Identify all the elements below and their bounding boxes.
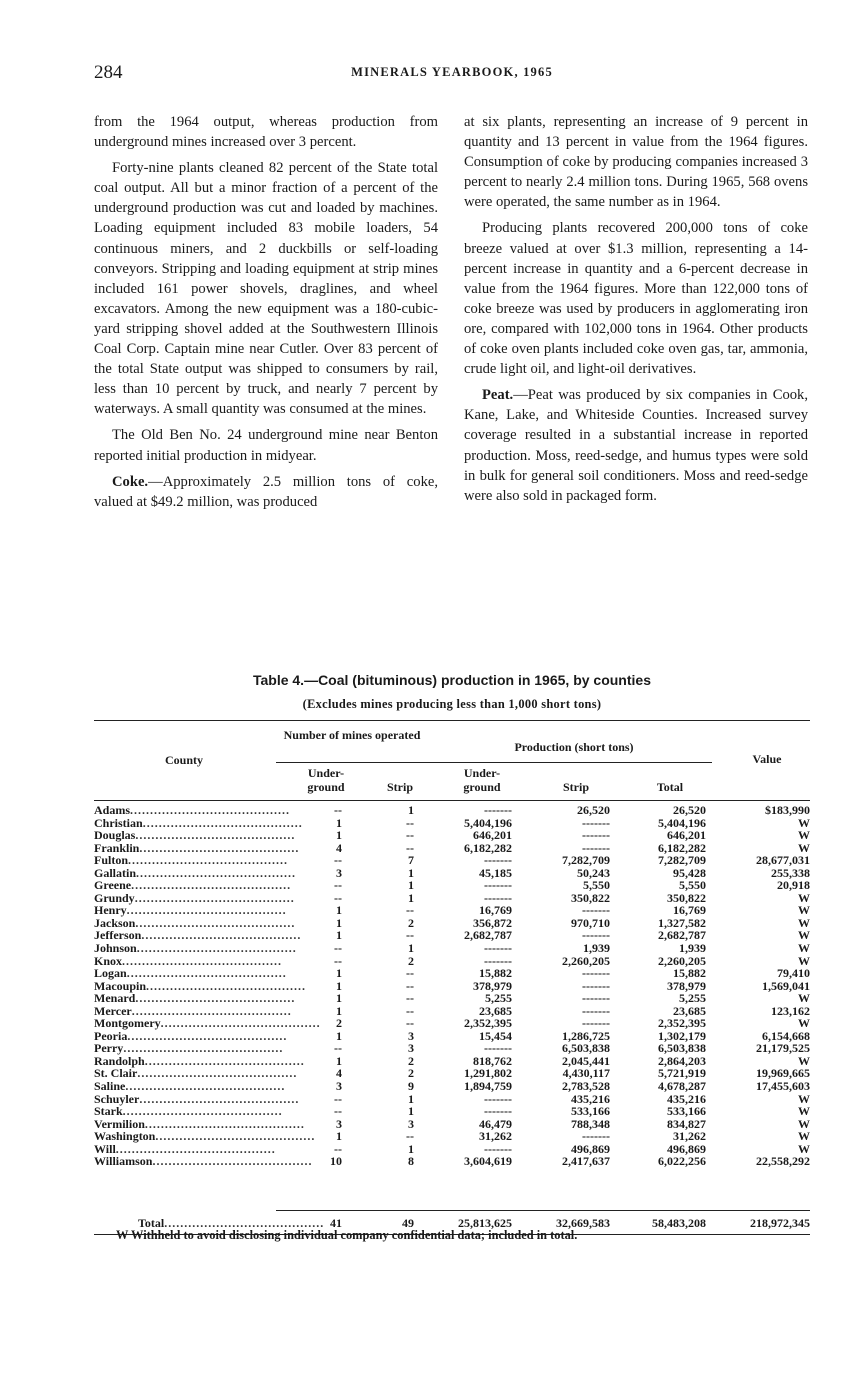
prod-underground-cell: ------- — [484, 1104, 512, 1119]
value-cell: W — [798, 1016, 810, 1031]
mines-strip-cell: 8 — [408, 1154, 414, 1169]
mines-underground-cell: 1 — [336, 815, 342, 830]
prod-total-cell: 1,939 — [679, 941, 706, 956]
prod-underground-cell: 5,255 — [485, 991, 512, 1006]
prod-underground-cell: ------- — [484, 1041, 512, 1056]
value-cell: W — [798, 1104, 810, 1119]
dot-leader: ........................................ — [128, 853, 289, 868]
prod-strip-cell: 6,503,838 — [562, 1041, 610, 1056]
table-body — [94, 804, 810, 1168]
prod-underground-cell: 16,769 — [479, 903, 512, 918]
dot-leader: ........................................ — [134, 890, 295, 905]
dot-leader: ........................................ — [136, 941, 297, 956]
dot-leader: ........................................ — [139, 840, 300, 855]
prod-strip-cell: ------- — [582, 1003, 610, 1018]
prod-underground-cell: ------- — [484, 1141, 512, 1156]
mines-strip-cell: -- — [406, 991, 414, 1006]
header-mines-group: Number of mines operated — [283, 728, 421, 742]
value-cell: 20,918 — [777, 878, 810, 893]
table-row — [94, 1155, 810, 1168]
mines-strip-cell: 2 — [408, 915, 414, 930]
total-prod-total: 58,483,208 — [652, 1216, 706, 1230]
dot-leader: ........................................ — [141, 928, 302, 943]
mines-strip-cell: 1 — [408, 1104, 414, 1119]
dot-leader: ........................................ — [122, 1104, 283, 1119]
county-name: Will — [94, 1141, 116, 1156]
value-cell: $183,990 — [765, 803, 810, 817]
prod-strip-cell: ------- — [582, 1016, 610, 1031]
county-name: Vermilion — [94, 1116, 145, 1131]
dot-leader: ........................................ — [125, 1079, 286, 1094]
prod-strip-cell: ------- — [582, 840, 610, 855]
total-mines-strip: 49 — [402, 1216, 414, 1230]
dot-leader: ........................................ — [144, 1053, 305, 1068]
county-name: Williamson — [94, 1154, 153, 1169]
mines-strip-cell: -- — [406, 903, 414, 918]
county-name: Peoria — [94, 1028, 128, 1043]
dot-leader: ........................................ — [115, 1141, 276, 1156]
county-name: Grundy — [94, 890, 135, 905]
right-column — [464, 112, 808, 512]
mines-strip-cell: -- — [406, 1016, 414, 1031]
prod-strip-cell: ------- — [582, 928, 610, 943]
mines-underground-cell: 1 — [336, 991, 342, 1006]
value-cell: W — [798, 840, 810, 855]
dot-leader: ........................................ — [146, 978, 307, 993]
value-cell: W — [798, 1116, 810, 1131]
mines-strip-cell: 9 — [408, 1079, 414, 1094]
mines-underground-cell: 1 — [336, 1129, 342, 1144]
prod-total-cell: 5,550 — [679, 878, 706, 893]
dot-leader: ........................................ — [136, 865, 297, 880]
mines-strip-cell: -- — [406, 1129, 414, 1144]
county-name: Knox — [94, 953, 123, 968]
mines-strip-cell: 2 — [408, 1066, 414, 1081]
value-cell: W — [798, 941, 810, 956]
prod-underground-cell: 3,604,619 — [464, 1154, 512, 1169]
mines-underground-cell: -- — [334, 941, 342, 956]
dot-leader: ........................................ — [155, 1129, 316, 1144]
dot-leader: ........................................ — [122, 953, 283, 968]
value-cell: W — [798, 1053, 810, 1068]
header-prod-underground: Under- ground — [463, 766, 501, 794]
value-cell: 17,455,603 — [756, 1079, 810, 1094]
mines-underground-cell: 2 — [336, 1016, 342, 1031]
prod-underground-cell: ------- — [484, 853, 512, 868]
dot-leader: ........................................ — [123, 1041, 284, 1056]
county-name: Johnson — [94, 941, 137, 956]
prod-total-cell: 1,327,582 — [658, 915, 706, 930]
county-name: Randolph — [94, 1053, 145, 1068]
page-header — [94, 62, 810, 86]
mines-strip-cell: 7 — [408, 853, 414, 868]
prod-total-cell: 4,678,287 — [658, 1079, 706, 1094]
dot-leader: ........................................ — [127, 1028, 288, 1043]
county-name: Greene — [94, 878, 132, 893]
county-name: Franklin — [94, 840, 140, 855]
prod-underground-cell: 5,404,196 — [464, 815, 512, 830]
prod-total-cell: 2,864,203 — [658, 1053, 706, 1068]
prod-strip-cell: ------- — [582, 978, 610, 993]
mines-underground-cell: -- — [334, 803, 342, 817]
paragraph: The Old Ben No. 24 underground mine near Benton reported initial production in midyear. — [94, 427, 438, 464]
prod-total-cell: 834,827 — [667, 1116, 706, 1131]
prod-total-cell: 5,255 — [679, 991, 706, 1006]
mines-strip-cell: -- — [406, 1003, 414, 1018]
prod-strip-cell: 50,243 — [577, 865, 610, 880]
value-cell: W — [798, 1091, 810, 1106]
prod-strip-cell: 2,260,205 — [562, 953, 610, 968]
county-name: Mercer — [94, 1003, 132, 1018]
prod-total-cell: 95,428 — [673, 865, 706, 880]
prod-strip-cell: 26,520 — [577, 803, 610, 817]
value-cell: 79,410 — [777, 966, 810, 981]
mines-strip-cell: 3 — [408, 1028, 414, 1043]
value-cell: 22,558,292 — [756, 1154, 810, 1169]
county-name: Montgomery — [94, 1016, 161, 1031]
value-cell: W — [798, 915, 810, 930]
prod-underground-cell: 6,182,282 — [464, 840, 512, 855]
paragraph-text: —Approximately 2.5 million tons of coke, valued at $49.2 million, was produced — [94, 473, 438, 510]
dot-leader: ........................................ — [160, 1016, 321, 1031]
dot-leader: ........................................ — [137, 1066, 298, 1081]
prod-total-cell: 2,260,205 — [658, 953, 706, 968]
total-prod-underground: 25,813,625 — [458, 1216, 512, 1230]
prod-strip-cell: 4,430,117 — [562, 1066, 610, 1081]
prod-underground-cell: ------- — [484, 890, 512, 905]
value-cell: 123,162 — [771, 1003, 810, 1018]
prod-underground-cell: ------- — [484, 1091, 512, 1106]
county-name: Douglas — [94, 828, 136, 843]
mines-underground-cell: 3 — [336, 1116, 342, 1131]
mines-strip-cell: -- — [406, 840, 414, 855]
prod-strip-cell: ------- — [582, 828, 610, 843]
table-title: Table 4.—Coal (bituminous) production in 1965, by counties — [252, 672, 651, 688]
mines-underground-cell: 1 — [336, 903, 342, 918]
paragraph-coke — [94, 472, 438, 512]
prod-strip-cell: 1,939 — [583, 941, 610, 956]
value-cell: W — [798, 953, 810, 968]
mines-strip-cell: 1 — [408, 803, 414, 817]
prod-total-cell: 435,216 — [667, 1091, 706, 1106]
county-name: Menard — [94, 991, 136, 1006]
prod-strip-cell: ------- — [582, 991, 610, 1006]
mines-underground-cell: -- — [334, 853, 342, 868]
mines-underground-cell: -- — [334, 953, 342, 968]
prod-total-cell: 5,721,919 — [658, 1066, 706, 1081]
prod-underground-cell: 23,685 — [479, 1003, 512, 1018]
prod-underground-cell: 646,201 — [473, 828, 512, 843]
paragraph-peat — [464, 385, 808, 506]
header-mines-strip: Strip — [386, 780, 413, 794]
prod-underground-cell: 2,352,395 — [464, 1016, 512, 1031]
value-cell: W — [798, 1141, 810, 1156]
county-name: Jefferson — [94, 928, 142, 943]
prod-underground-cell: 818,762 — [473, 1053, 512, 1068]
prod-total-cell: 1,302,179 — [658, 1028, 706, 1043]
header-prod-total: Total — [656, 780, 684, 794]
prod-underground-cell: 31,262 — [479, 1129, 512, 1144]
prod-total-cell: 6,182,282 — [658, 840, 706, 855]
prod-total-cell: 7,282,709 — [658, 853, 706, 868]
header-county: County — [164, 753, 203, 767]
mines-strip-cell: -- — [406, 978, 414, 993]
mines-strip-cell: -- — [406, 928, 414, 943]
mines-underground-cell: 1 — [336, 1003, 342, 1018]
prod-underground-cell: 15,454 — [479, 1028, 512, 1043]
county-name: Logan — [94, 966, 127, 981]
mines-strip-cell: 1 — [408, 941, 414, 956]
prod-underground-cell: 2,682,787 — [464, 928, 512, 943]
mines-underground-cell: 10 — [330, 1154, 342, 1169]
mines-underground-cell: -- — [334, 1091, 342, 1106]
county-name: Schuyler — [94, 1091, 140, 1106]
total-prod-strip: 32,669,583 — [556, 1216, 610, 1230]
value-cell: W — [798, 1129, 810, 1144]
value-cell: 21,179,525 — [756, 1041, 810, 1056]
paragraph: Producing plants recovered 200,000 tons of coke breeze valued at over $1.3 million, representing a 14-percent increase in quantity and a 6-percent decrease in value from the 1964 figures. More than 122,000 tons of coke breeze was used by producers in agglomerating iron ore, compared with 102,000 tons in 1964. Other products of coke oven plants included coke oven gas, tar, ammonia, crude light oil, and light-oil derivatives. — [464, 220, 808, 378]
runin-heading: Peat. — [482, 387, 514, 404]
total-rule — [276, 1210, 810, 1211]
runin-heading: Coke. — [112, 473, 149, 490]
prod-strip-cell: ------- — [582, 966, 610, 981]
dot-leader: ........................................ — [142, 815, 303, 830]
prod-strip-cell: ------- — [582, 815, 610, 830]
prod-strip-cell: 788,348 — [571, 1116, 610, 1131]
prod-underground-cell: 1,291,802 — [464, 1066, 512, 1081]
value-cell: 255,338 — [771, 865, 810, 880]
mines-strip-cell: 1 — [408, 1141, 414, 1156]
mines-underground-cell: -- — [334, 1041, 342, 1056]
county-cell — [94, 1154, 313, 1169]
county-name: Macoupin — [94, 978, 147, 993]
mines-underground-cell: 1 — [336, 828, 342, 843]
dot-leader: ........................................ — [144, 1116, 305, 1131]
mines-underground-cell: -- — [334, 1141, 342, 1156]
total-mines-underground: 41 — [330, 1216, 342, 1230]
prod-strip-cell: ------- — [582, 1129, 610, 1144]
prod-strip-cell: 970,710 — [571, 915, 610, 930]
prod-strip-cell: ------- — [582, 903, 610, 918]
value-cell: W — [798, 828, 810, 843]
county-name: Christian — [94, 815, 143, 830]
value-cell: 1,569,041 — [762, 978, 810, 993]
mines-strip-cell: 3 — [408, 1116, 414, 1131]
value-cell: W — [798, 890, 810, 905]
dot-leader: ........................................ — [131, 1003, 292, 1018]
prod-underground-cell: 15,882 — [479, 966, 512, 981]
county-name: Gallatin — [94, 865, 137, 880]
prod-total-cell: 350,822 — [667, 890, 706, 905]
dot-leader: ........................................ — [126, 903, 287, 918]
prod-strip-cell: 1,286,725 — [562, 1028, 610, 1043]
mines-underground-cell: 1 — [336, 978, 342, 993]
running-head: MINERALS YEARBOOK, 1965 — [351, 65, 553, 79]
mines-underground-cell: -- — [334, 890, 342, 905]
prod-total-cell: 646,201 — [667, 828, 706, 843]
prod-total-cell: 6,022,256 — [658, 1154, 706, 1169]
prod-total-cell: 496,869 — [667, 1141, 706, 1156]
prod-underground-cell: ------- — [484, 953, 512, 968]
prod-strip-cell: 435,216 — [571, 1091, 610, 1106]
prod-underground-cell: ------- — [484, 878, 512, 893]
mines-underground-cell: 3 — [336, 1079, 342, 1094]
prod-strip-cell: 496,869 — [571, 1141, 610, 1156]
prod-underground-cell: 45,185 — [479, 865, 512, 880]
prod-total-cell: 16,769 — [673, 903, 706, 918]
county-name: Perry — [94, 1041, 124, 1056]
mines-underground-cell: 1 — [336, 928, 342, 943]
prod-total-cell: 31,262 — [673, 1129, 706, 1144]
prod-strip-cell: 2,045,441 — [562, 1053, 610, 1068]
county-name: Jackson — [94, 915, 136, 930]
header-bottom-rule — [94, 800, 810, 801]
dot-leader: ........................................ — [135, 915, 296, 930]
value-cell: W — [798, 903, 810, 918]
prod-underground-cell: 356,872 — [473, 915, 512, 930]
prod-total-cell: 2,682,787 — [658, 928, 706, 943]
header-prod-strip: Strip — [562, 780, 589, 794]
county-name: Stark — [94, 1104, 123, 1119]
total-value: 218,972,345 — [750, 1216, 810, 1230]
prod-total-cell: 2,352,395 — [658, 1016, 706, 1031]
value-cell: 19,969,665 — [756, 1066, 810, 1081]
paragraph: from the 1964 output, whereas production from underground mines increased over 3 percent. — [94, 114, 438, 151]
mines-strip-cell: -- — [406, 815, 414, 830]
header-production-group: Production (short tons) — [514, 740, 634, 754]
prod-underground-cell: ------- — [484, 803, 512, 817]
dot-leader: ........................................ — [152, 1154, 313, 1169]
paragraph-text: —Peat was produced by six companies in Cook, Kane, Lake, and Whiteside Counties. Increased survey coverage resulted in a substantial increase in reported production. Moss, reed-sedge, and humus types were sold in bulk for general soil conditioners. Moss and reed-sedge were also sold in packaged form. — [464, 387, 808, 504]
prod-underground-cell: 1,894,759 — [464, 1079, 512, 1094]
mines-strip-cell: -- — [406, 966, 414, 981]
value-cell: W — [798, 928, 810, 943]
dot-leader: ........................................ — [135, 991, 296, 1006]
mines-strip-cell: 2 — [408, 1053, 414, 1068]
total-text: Total — [138, 1216, 165, 1230]
mines-strip-cell: 1 — [408, 1091, 414, 1106]
header-value: Value — [752, 752, 782, 766]
prod-total-cell: 6,503,838 — [658, 1041, 706, 1056]
prod-strip-cell: 533,166 — [571, 1104, 610, 1119]
county-name: Adams — [94, 803, 131, 817]
dot-leader: ........................................ — [135, 828, 296, 843]
mines-strip-cell: 1 — [408, 878, 414, 893]
mines-strip-cell: 3 — [408, 1041, 414, 1056]
value-cell: 6,154,668 — [762, 1028, 810, 1043]
mines-strip-cell: 2 — [408, 953, 414, 968]
paragraph: at six plants, representing an increase of 9 percent in quantity and 13 percent in value from the 1964 figures. Consumption of coke by producing companies increased 3 percent to nearly 2.4 million tons. During 1965, 568 ovens were operated, the same number as in 1964. — [464, 114, 808, 211]
paragraph: Forty-nine plants cleaned 82 percent of the State total coal output. All but a minor fraction of a percent of the underground production was cut and loaded by machines. Loading equipment included 83 mobile loaders, 54 continuous miners, and 2 duckbills or self-loading conveyors. Stripping and loading equipment at strip mines included 161 power shovels, draglines, and wheel excavators. Among the new equipment was a 180-cubic-yard stripping shovel added at the Southwestern Illinois Coal Corp. Captain mine near Cutler. Over 83 percent of the total State output was shipped to consumers by rail, less than 10 percent by truck, and nearly 7 percent by waterways. A small quantity was consumed at the mines. — [94, 160, 438, 418]
prod-underground-cell: 46,479 — [479, 1116, 512, 1131]
mines-underground-cell: 1 — [336, 1028, 342, 1043]
total-leader: ........................................ — [164, 1216, 325, 1230]
header-group-rule — [276, 762, 712, 763]
dot-leader: ........................................ — [131, 878, 292, 893]
table-footnote: W Withheld to avoid disclosing individual company confidential data; included in total. — [116, 1228, 578, 1242]
prod-strip-cell: 350,822 — [571, 890, 610, 905]
page-number: 284 — [94, 62, 123, 83]
prod-underground-cell: ------- — [484, 941, 512, 956]
mines-strip-cell: 1 — [408, 865, 414, 880]
mines-underground-cell: 1 — [336, 1053, 342, 1068]
dot-leader: ........................................ — [130, 803, 291, 817]
mines-underground-cell: -- — [334, 878, 342, 893]
mines-underground-cell: 1 — [336, 966, 342, 981]
prod-total-cell: 26,520 — [673, 803, 706, 817]
value-cell: W — [798, 991, 810, 1006]
prod-strip-cell: 5,550 — [583, 878, 610, 893]
prod-total-cell: 5,404,196 — [658, 815, 706, 830]
prod-total-cell: 23,685 — [673, 1003, 706, 1018]
prod-total-cell: 378,979 — [667, 978, 706, 993]
mines-strip-cell: -- — [406, 828, 414, 843]
prod-strip-cell: 7,282,709 — [562, 853, 610, 868]
mines-underground-cell: -- — [334, 1104, 342, 1119]
county-name: Fulton — [94, 853, 129, 868]
mines-underground-cell: 4 — [336, 840, 342, 855]
mines-underground-cell: 1 — [336, 915, 342, 930]
prod-total-cell: 533,166 — [667, 1104, 706, 1119]
county-name: Washington — [94, 1129, 156, 1144]
prod-strip-cell: 2,783,528 — [562, 1079, 610, 1094]
mines-underground-cell: 3 — [336, 865, 342, 880]
header-mines-underground: Under- ground — [307, 766, 345, 794]
value-cell: 28,677,031 — [756, 853, 810, 868]
table-subtitle: (Excludes mines producing less than 1,000 short tons) — [302, 697, 602, 711]
table-top-rule — [94, 720, 810, 721]
prod-strip-cell: 2,417,637 — [562, 1154, 610, 1169]
county-name: Saline — [94, 1079, 126, 1094]
prod-underground-cell: 378,979 — [473, 978, 512, 993]
county-name: St. Clair — [94, 1066, 138, 1081]
dot-leader: ........................................ — [126, 966, 287, 981]
mines-underground-cell: 4 — [336, 1066, 342, 1081]
dot-leader: ........................................ — [139, 1091, 300, 1106]
prod-total-cell: 15,882 — [673, 966, 706, 981]
value-cell: W — [798, 815, 810, 830]
county-name: Henry — [94, 903, 127, 918]
left-column — [94, 112, 438, 518]
mines-strip-cell: 1 — [408, 890, 414, 905]
